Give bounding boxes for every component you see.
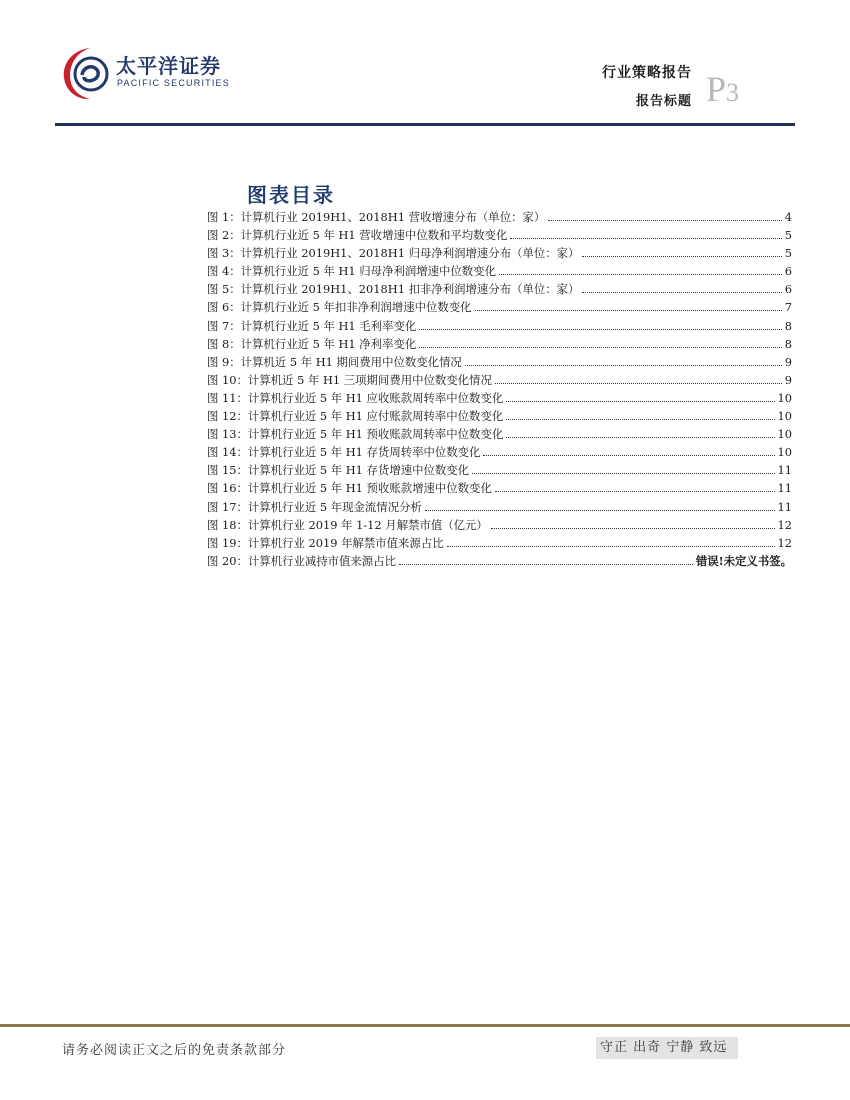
toc-entry-label: 图 16：计算机行业近 5 年 H1 预收账款增速中位数变化 xyxy=(207,481,492,496)
toc-leader-dots xyxy=(483,444,774,456)
toc-entry-page: 6 xyxy=(784,264,792,279)
toc-entry[interactable] xyxy=(207,208,792,226)
toc-entry[interactable] xyxy=(207,389,792,407)
toc-leader-dots xyxy=(419,318,782,330)
toc-leader-dots xyxy=(447,535,775,547)
toc-leader-dots xyxy=(425,499,775,511)
toc-entry-page-error: 错误!未定义书签。 xyxy=(695,553,792,568)
toc-leader-dots xyxy=(548,209,781,221)
page-number-value: 3 xyxy=(726,78,740,107)
toc-entry-label: 图 9：计算机近 5 年 H1 期间费用中位数变化情况 xyxy=(207,354,462,369)
toc-entry-page: 8 xyxy=(784,336,792,351)
toc-entry-page: 10 xyxy=(777,445,792,460)
toc-entry[interactable] xyxy=(207,244,792,262)
toc-entry-page: 12 xyxy=(777,517,792,532)
toc-entry-page: 6 xyxy=(784,282,792,297)
report-type-label: 行业策略报告 xyxy=(602,65,692,81)
toc-leader-dots xyxy=(506,408,774,420)
toc-entry[interactable] xyxy=(207,552,792,570)
toc-entry[interactable] xyxy=(207,371,792,389)
toc-entry[interactable] xyxy=(207,534,792,552)
toc-leader-dots xyxy=(495,480,775,492)
logo-english-name: PACIFIC SECURITIES xyxy=(117,78,230,88)
toc-entry-label: 图 11：计算机行业近 5 年 H1 应收账款周转率中位数变化 xyxy=(207,390,504,405)
pacific-securities-emblem-icon xyxy=(60,44,112,102)
header-divider xyxy=(55,123,795,126)
toc-entry-label: 图 4：计算机行业近 5 年 H1 归母净利润增速中位数变化 xyxy=(207,264,496,279)
toc-leader-dots xyxy=(506,426,774,438)
company-logo xyxy=(60,44,230,102)
report-title-label: 报告标题 xyxy=(635,94,692,109)
toc-entry[interactable] xyxy=(207,280,792,298)
toc-entry[interactable] xyxy=(207,298,792,316)
toc-entry-label: 图 10：计算机近 5 年 H1 三项期间费用中位数变化情况 xyxy=(207,372,492,387)
toc-leader-dots xyxy=(465,354,782,366)
toc-entry-page: 8 xyxy=(784,318,792,333)
toc-entry-label: 图 8：计算机行业近 5 年 H1 净利率变化 xyxy=(207,336,417,351)
toc-entry-page: 10 xyxy=(777,427,792,442)
toc-leader-dots xyxy=(475,299,782,311)
toc-entry-page: 5 xyxy=(784,228,792,243)
toc-leader-dots xyxy=(582,281,781,293)
toc-entry[interactable] xyxy=(207,479,792,497)
toc-leader-dots xyxy=(582,245,781,257)
toc-entry-label: 图 6：计算机行业近 5 年扣非净利润增速中位数变化 xyxy=(207,300,472,315)
toc-leader-dots xyxy=(499,263,782,275)
toc-entry-label: 图 2：计算机行业近 5 年 H1 营收增速中位数和平均数变化 xyxy=(207,228,508,243)
toc-title: 图表目录 xyxy=(247,183,335,207)
toc-leader-dots xyxy=(419,336,782,348)
toc-entry-label: 图 14：计算机行业近 5 年 H1 存货周转率中位数变化 xyxy=(207,445,481,460)
toc-entry-page: 5 xyxy=(784,246,792,261)
toc-entry-page: 10 xyxy=(777,390,792,405)
figure-toc-list xyxy=(207,208,792,570)
toc-entry-label: 图 15：计算机行业近 5 年 H1 存货增速中位数变化 xyxy=(207,463,470,478)
toc-entry-label: 图 13：计算机行业近 5 年 H1 预收账款周转率中位数变化 xyxy=(207,427,504,442)
toc-leader-dots xyxy=(510,227,781,239)
logo-chinese-name: 太平洋证券 xyxy=(116,54,221,78)
toc-entry-label: 图 3：计算机行业 2019H1、2018H1 归母净利润增速分布（单位：家） xyxy=(207,246,580,261)
toc-entry-page: 7 xyxy=(784,300,792,315)
disclaimer-text: 请务必阅读正文之后的免责条款部分 xyxy=(62,1043,287,1058)
toc-entry-label: 图 1：计算机行业 2019H1、2018H1 营收增速分布（单位：家） xyxy=(207,210,546,224)
toc-entry[interactable] xyxy=(207,353,792,371)
toc-entry-label: 图 18：计算机行业 2019 年 1-12 月解禁市值（亿元） xyxy=(207,517,488,532)
toc-entry-label: 图 5：计算机行业 2019H1、2018H1 扣非净利润增速分布（单位：家） xyxy=(207,282,580,297)
toc-leader-dots xyxy=(472,462,774,474)
toc-leader-dots xyxy=(399,553,693,565)
toc-entry-page: 10 xyxy=(777,409,792,424)
toc-entry-label: 图 12：计算机行业近 5 年 H1 应付账款周转率中位数变化 xyxy=(207,409,504,424)
toc-entry-label: 图 17：计算机行业近 5 年现金流情况分析 xyxy=(207,499,422,514)
toc-entry[interactable] xyxy=(207,516,792,534)
toc-entry[interactable] xyxy=(207,425,792,443)
toc-entry[interactable] xyxy=(207,226,792,244)
toc-entry-page: 11 xyxy=(777,463,792,478)
toc-entry-page: 12 xyxy=(777,535,792,550)
toc-entry-label: 图 19：计算机行业 2019 年解禁市值来源占比 xyxy=(207,535,444,550)
toc-entry[interactable] xyxy=(207,443,792,461)
toc-entry-page: 11 xyxy=(777,481,792,496)
toc-entry-page: 11 xyxy=(777,499,792,514)
page-number xyxy=(706,68,739,110)
toc-entry-page: 9 xyxy=(784,354,792,369)
toc-entry[interactable] xyxy=(207,262,792,280)
toc-entry-page: 9 xyxy=(784,372,792,387)
toc-entry[interactable] xyxy=(207,461,792,479)
toc-entry[interactable] xyxy=(207,335,792,353)
toc-entry-page: 4 xyxy=(784,210,792,224)
toc-entry-label: 图 20：计算机行业减持市值来源占比 xyxy=(207,553,396,568)
page-prefix: P xyxy=(706,69,727,109)
toc-leader-dots xyxy=(506,390,774,402)
footer-divider xyxy=(0,1024,850,1027)
toc-entry[interactable] xyxy=(207,407,792,425)
toc-leader-dots xyxy=(495,372,782,384)
toc-entry[interactable] xyxy=(207,498,792,516)
page-header xyxy=(0,0,850,130)
toc-entry[interactable] xyxy=(207,317,792,335)
toc-entry-label: 图 7：计算机行业近 5 年 H1 毛利率变化 xyxy=(207,318,417,333)
company-motto: 守正 出奇 宁静 致远 xyxy=(596,1037,738,1059)
toc-leader-dots xyxy=(491,517,775,529)
